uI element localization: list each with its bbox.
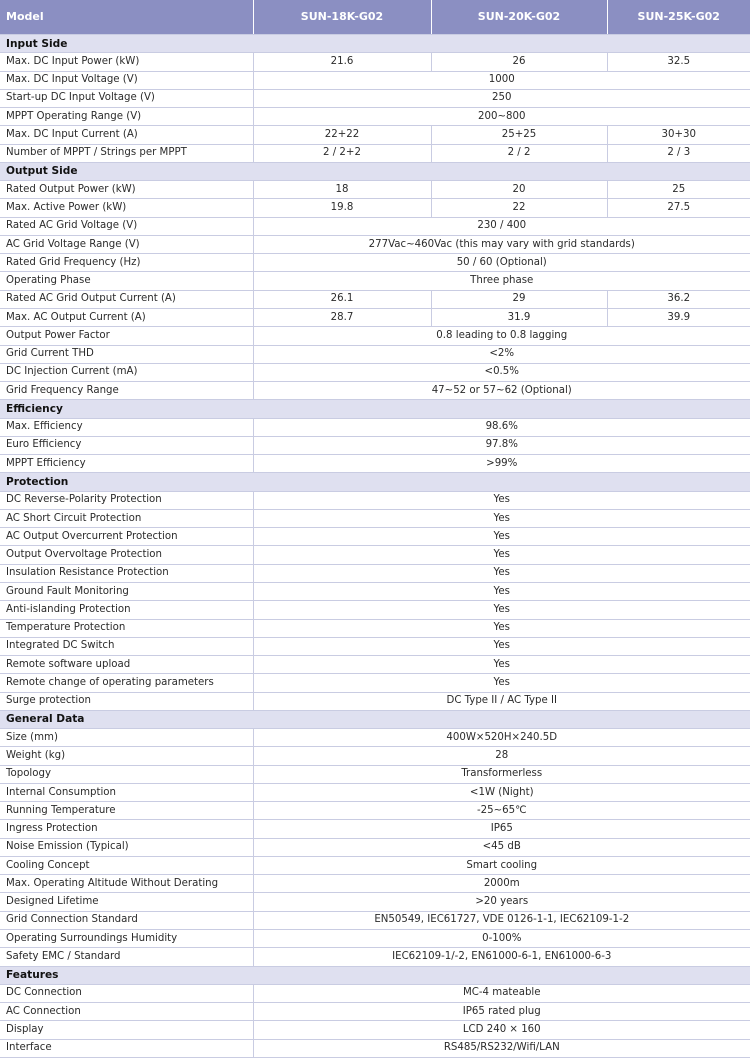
row-value: 400W×520H×240.5D: [253, 729, 750, 747]
row-label: Max. Efficiency: [0, 418, 253, 436]
row-label: Cooling Concept: [0, 856, 253, 874]
table-row: [0, 436, 750, 454]
table-row: [0, 637, 750, 655]
row-value: IEC62109-1/-2, EN61000-6-1, EN61000-6-3: [253, 948, 750, 966]
row-label: Max. AC Output Current (A): [0, 308, 253, 326]
row-value: 36.2: [607, 290, 750, 308]
row-value: Yes: [253, 564, 750, 582]
row-value: 26.1: [253, 290, 431, 308]
row-value: RS485/RS232/Wifi/LAN: [253, 1039, 750, 1057]
row-value: 26: [431, 53, 607, 71]
row-value: 25+25: [431, 126, 607, 144]
row-label: Grid Current THD: [0, 345, 253, 363]
row-label: DC Reverse-Polarity Protection: [0, 491, 253, 509]
row-label: Max. Active Power (kW): [0, 199, 253, 217]
section-header: [0, 966, 750, 984]
row-label: MPPT Operating Range (V): [0, 108, 253, 126]
row-label: AC Connection: [0, 1003, 253, 1021]
row-value: Three phase: [253, 272, 750, 290]
table-row: [0, 71, 750, 89]
row-value: 28.7: [253, 308, 431, 326]
table-row: [0, 418, 750, 436]
row-label: Running Temperature: [0, 802, 253, 820]
row-value: 19.8: [253, 199, 431, 217]
row-value: 2 / 3: [607, 144, 750, 162]
row-label: Display: [0, 1021, 253, 1039]
row-label: Internal Consumption: [0, 783, 253, 801]
row-value: 32.5: [607, 53, 750, 71]
table-row: [0, 984, 750, 1002]
table-row: [0, 126, 750, 144]
table-row: [0, 89, 750, 107]
row-label: Insulation Resistance Protection: [0, 564, 253, 582]
row-label: Grid Connection Standard: [0, 911, 253, 929]
row-value: 39.9: [607, 308, 750, 326]
table-row: [0, 930, 750, 948]
row-value: 29: [431, 290, 607, 308]
row-value: DC Type II / AC Type II: [253, 692, 750, 710]
row-label: Max. Operating Altitude Without Derating: [0, 875, 253, 893]
section-title: Output Side: [0, 162, 750, 180]
row-label: Ground Fault Monitoring: [0, 582, 253, 600]
row-value: 30+30: [607, 126, 750, 144]
row-value: 31.9: [431, 308, 607, 326]
row-value: 277Vac~460Vac (this may vary with grid standards): [253, 235, 750, 253]
row-value: Yes: [253, 656, 750, 674]
table-row: [0, 1039, 750, 1057]
table-row: [0, 345, 750, 363]
row-label: Designed Lifetime: [0, 893, 253, 911]
table-row: [0, 327, 750, 345]
section-title: Protection: [0, 473, 750, 491]
model-sun-18k: SUN-18K-G02: [253, 0, 431, 35]
row-value: <2%: [253, 345, 750, 363]
row-value: MC-4 mateable: [253, 984, 750, 1002]
row-value: 2 / 2: [431, 144, 607, 162]
row-label: Ingress Protection: [0, 820, 253, 838]
row-value: 25: [607, 181, 750, 199]
row-label: Number of MPPT / Strings per MPPT: [0, 144, 253, 162]
table-row: [0, 856, 750, 874]
table-row: [0, 820, 750, 838]
spec-body: [0, 35, 750, 1058]
row-value: IP65: [253, 820, 750, 838]
row-value: 22+22: [253, 126, 431, 144]
row-value: 97.8%: [253, 436, 750, 454]
row-label: Integrated DC Switch: [0, 637, 253, 655]
row-value: Yes: [253, 546, 750, 564]
section-title: Input Side: [0, 35, 750, 53]
row-value: 28: [253, 747, 750, 765]
model-sun-20k: SUN-20K-G02: [431, 0, 607, 35]
table-row: [0, 491, 750, 509]
table-row: [0, 802, 750, 820]
table-row: [0, 1021, 750, 1039]
section-title: Efficiency: [0, 400, 750, 418]
section-title: Features: [0, 966, 750, 984]
row-label: Start-up DC Input Voltage (V): [0, 89, 253, 107]
table-row: [0, 911, 750, 929]
table-row: [0, 290, 750, 308]
table-row: [0, 363, 750, 381]
row-value: Yes: [253, 674, 750, 692]
row-value: EN50549, IEC61727, VDE 0126-1-1, IEC62109-1-2: [253, 911, 750, 929]
section-header: [0, 710, 750, 728]
row-value: Smart cooling: [253, 856, 750, 874]
row-label: Rated Grid Frequency (Hz): [0, 254, 253, 272]
row-value: Yes: [253, 582, 750, 600]
section-header: [0, 35, 750, 53]
row-value: Yes: [253, 637, 750, 655]
row-value: IP65 rated plug: [253, 1003, 750, 1021]
row-label: Rated AC Grid Output Current (A): [0, 290, 253, 308]
row-label: AC Grid Voltage Range (V): [0, 235, 253, 253]
row-value: 1000: [253, 71, 750, 89]
row-value: 98.6%: [253, 418, 750, 436]
table-row: [0, 692, 750, 710]
row-label: DC Injection Current (mA): [0, 363, 253, 381]
row-label: Topology: [0, 765, 253, 783]
row-label: Max. DC Input Power (kW): [0, 53, 253, 71]
table-row: [0, 546, 750, 564]
row-label: Interface: [0, 1039, 253, 1057]
row-value: -25~65℃: [253, 802, 750, 820]
section-header: [0, 162, 750, 180]
table-row: [0, 528, 750, 546]
row-value: 21.6: [253, 53, 431, 71]
row-label: AC Short Circuit Protection: [0, 509, 253, 527]
row-label: Output Overvoltage Protection: [0, 546, 253, 564]
table-row: [0, 272, 750, 290]
row-label: Operating Surroundings Humidity: [0, 930, 253, 948]
table-row: [0, 509, 750, 527]
table-row: [0, 254, 750, 272]
row-value: Yes: [253, 491, 750, 509]
row-value: Yes: [253, 619, 750, 637]
table-row: [0, 838, 750, 856]
table-header: [0, 0, 750, 35]
row-label: Euro Efficiency: [0, 436, 253, 454]
row-value: Yes: [253, 601, 750, 619]
row-value: 18: [253, 181, 431, 199]
row-label: Max. DC Input Voltage (V): [0, 71, 253, 89]
row-value: 20: [431, 181, 607, 199]
row-label: Safety EMC / Standard: [0, 948, 253, 966]
row-value: Transformerless: [253, 765, 750, 783]
row-label: Grid Frequency Range: [0, 382, 253, 400]
table-row: [0, 747, 750, 765]
row-value: <45 dB: [253, 838, 750, 856]
table-row: [0, 108, 750, 126]
row-value: 50 / 60 (Optional): [253, 254, 750, 272]
row-label: DC Connection: [0, 984, 253, 1002]
section-header: [0, 400, 750, 418]
table-row: [0, 601, 750, 619]
row-label: MPPT Efficiency: [0, 455, 253, 473]
table-row: [0, 948, 750, 966]
row-label: Max. DC Input Current (A): [0, 126, 253, 144]
row-value: 200~800: [253, 108, 750, 126]
table-row: [0, 1003, 750, 1021]
row-label: Anti-islanding Protection: [0, 601, 253, 619]
row-value: <0.5%: [253, 363, 750, 381]
table-row: [0, 893, 750, 911]
row-label: Remote change of operating parameters: [0, 674, 253, 692]
table-row: [0, 564, 750, 582]
row-value: 27.5: [607, 199, 750, 217]
row-value: 2 / 2+2: [253, 144, 431, 162]
row-value: 2000m: [253, 875, 750, 893]
row-value: Yes: [253, 509, 750, 527]
row-label: AC Output Overcurrent Protection: [0, 528, 253, 546]
table-row: [0, 181, 750, 199]
table-row: [0, 235, 750, 253]
table-row: [0, 765, 750, 783]
row-label: Temperature Protection: [0, 619, 253, 637]
row-value: LCD 240 × 160: [253, 1021, 750, 1039]
table-row: [0, 144, 750, 162]
row-value: 0-100%: [253, 930, 750, 948]
model-label: Model: [0, 0, 253, 35]
row-value: 230 / 400: [253, 217, 750, 235]
section-header: [0, 473, 750, 491]
row-value: 22: [431, 199, 607, 217]
table-row: [0, 382, 750, 400]
row-label: Noise Emission (Typical): [0, 838, 253, 856]
section-title: General Data: [0, 710, 750, 728]
table-row: [0, 582, 750, 600]
row-value: >20 years: [253, 893, 750, 911]
row-label: Operating Phase: [0, 272, 253, 290]
row-label: Remote software upload: [0, 656, 253, 674]
row-value: 250: [253, 89, 750, 107]
row-value: 0.8 leading to 0.8 lagging: [253, 327, 750, 345]
table-row: [0, 53, 750, 71]
row-value: 47~52 or 57~62 (Optional): [253, 382, 750, 400]
row-label: Weight (kg): [0, 747, 253, 765]
table-row: [0, 656, 750, 674]
table-row: [0, 783, 750, 801]
row-label: Surge protection: [0, 692, 253, 710]
row-value: <1W (Night): [253, 783, 750, 801]
table-row: [0, 875, 750, 893]
table-row: [0, 217, 750, 235]
table-row: [0, 455, 750, 473]
table-row: [0, 199, 750, 217]
row-label: Rated AC Grid Voltage (V): [0, 217, 253, 235]
row-label: Size (mm): [0, 729, 253, 747]
table-row: [0, 674, 750, 692]
model-sun-25k: SUN-25K-G02: [607, 0, 750, 35]
row-value: Yes: [253, 528, 750, 546]
row-label: Output Power Factor: [0, 327, 253, 345]
row-value: >99%: [253, 455, 750, 473]
table-row: [0, 619, 750, 637]
table-row: [0, 729, 750, 747]
table-row: [0, 308, 750, 326]
row-label: Rated Output Power (kW): [0, 181, 253, 199]
